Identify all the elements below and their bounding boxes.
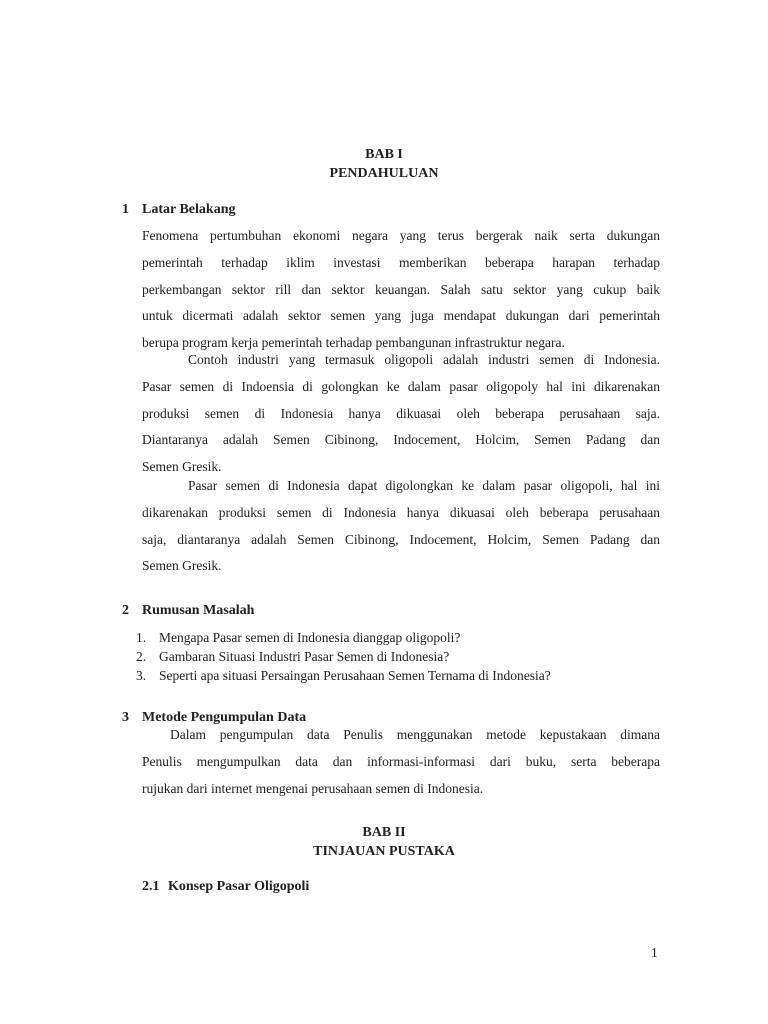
text-line: Semen Gresik.: [142, 558, 222, 574]
section-number: 3: [122, 710, 129, 725]
list-item: [136, 666, 551, 685]
text-line: pemerintah terhadap iklim investasi memberikan beberapa harapan terhadap: [142, 254, 660, 270]
text-line: Fenomena pertumbuhan ekonomi negara yang terus bergerak naik serta dukungan: [142, 228, 660, 243]
page-number: 1: [651, 945, 658, 960]
chapter-title: BAB I: [365, 147, 403, 162]
paragraph-latar-belakang-1: [142, 223, 660, 351]
list-item: [136, 647, 551, 666]
section-title: Rumusan Masalah: [142, 603, 255, 618]
text-line: Pasar semen di Indoensia di golongkan ke dalam pasar oligopoly hal ini dikarenakan: [142, 378, 660, 394]
section-number: 2: [122, 603, 129, 618]
paragraph-latar-belakang-2: [142, 347, 660, 481]
paragraph-metode: [142, 722, 660, 802]
chapter-subtitle: PENDAHULUAN: [329, 166, 439, 181]
subsection-number: 2.1: [142, 879, 160, 894]
list-number: 3.: [136, 668, 147, 683]
section-heading-latar-belakang: [122, 202, 235, 218]
list-text: Gambaran Situasi Industri Pasar Semen di Indonesia?: [159, 649, 450, 664]
section-title: Metode Pengumpulan Data: [142, 710, 307, 725]
section-number: 1: [122, 202, 129, 217]
list-number: 2.: [136, 649, 147, 664]
text-line: dikarenakan produksi semen di Indonesia hanya dikuasai oleh beberapa perusahaan: [142, 504, 660, 520]
text-line: Dalam pengumpulan data Penulis menggunakan metode kepustakaan dimana: [170, 727, 660, 742]
section-heading-rumusan-masalah: [122, 603, 254, 619]
text-line: untuk dicermati adalah sektor semen yang juga mendapat dukungan dari pemerintah: [142, 308, 660, 324]
list-number: 1.: [136, 630, 147, 645]
list-item: [136, 628, 551, 647]
text-line: saja, diantaranya adalah Semen Cibinong, Indocement, Holcim, Semen Padang dan: [142, 531, 660, 547]
list-text: Seperti apa situasi Persaingan Perusahaan Semen Ternama di Indonesia?: [159, 668, 551, 683]
text-line: Contoh industri yang termasuk oligopoli adalah industri semen di Indonesia.: [188, 352, 660, 367]
paragraph-latar-belakang-3: [142, 473, 660, 580]
subsection-heading-konsep-pasar: [142, 879, 309, 895]
subsection-title: Konsep Pasar Oligopoli: [168, 879, 310, 894]
chapter-title: BAB II: [362, 825, 406, 840]
text-line: berupa program kerja pemerintah terhadap pembangunan infrastruktur negara.: [142, 335, 565, 351]
text-line: perkembangan sektor rill dan sektor keuangan. Salah satu sektor yang cukup baik: [142, 281, 660, 297]
chapter-subtitle: TINJAUAN PUSTAKA: [313, 844, 455, 859]
text-line: Pasar semen di Indonesia dapat digolongkan ke dalam pasar oligopoli, hal ini: [188, 478, 660, 493]
text-line: Semen Gresik.: [142, 459, 222, 475]
list-text: Mengapa Pasar semen di Indonesia dianggap oligopoli?: [159, 630, 461, 645]
text-line: Penulis mengumpulkan data dan informasi-informasi dari buku, serta beberapa: [142, 753, 660, 769]
text-line: rujukan dari internet mengenai perusahaan semen di Indonesia.: [142, 780, 484, 796]
section-title: Latar Belakang: [142, 202, 236, 217]
problem-list: [136, 628, 551, 685]
text-line: Diantaranya adalah Semen Cibinong, Indocement, Holcim, Semen Padang dan: [142, 432, 660, 448]
text-line: produksi semen di Indonesia hanya dikuasai oleh beberapa perusahaan saja.: [142, 405, 660, 421]
